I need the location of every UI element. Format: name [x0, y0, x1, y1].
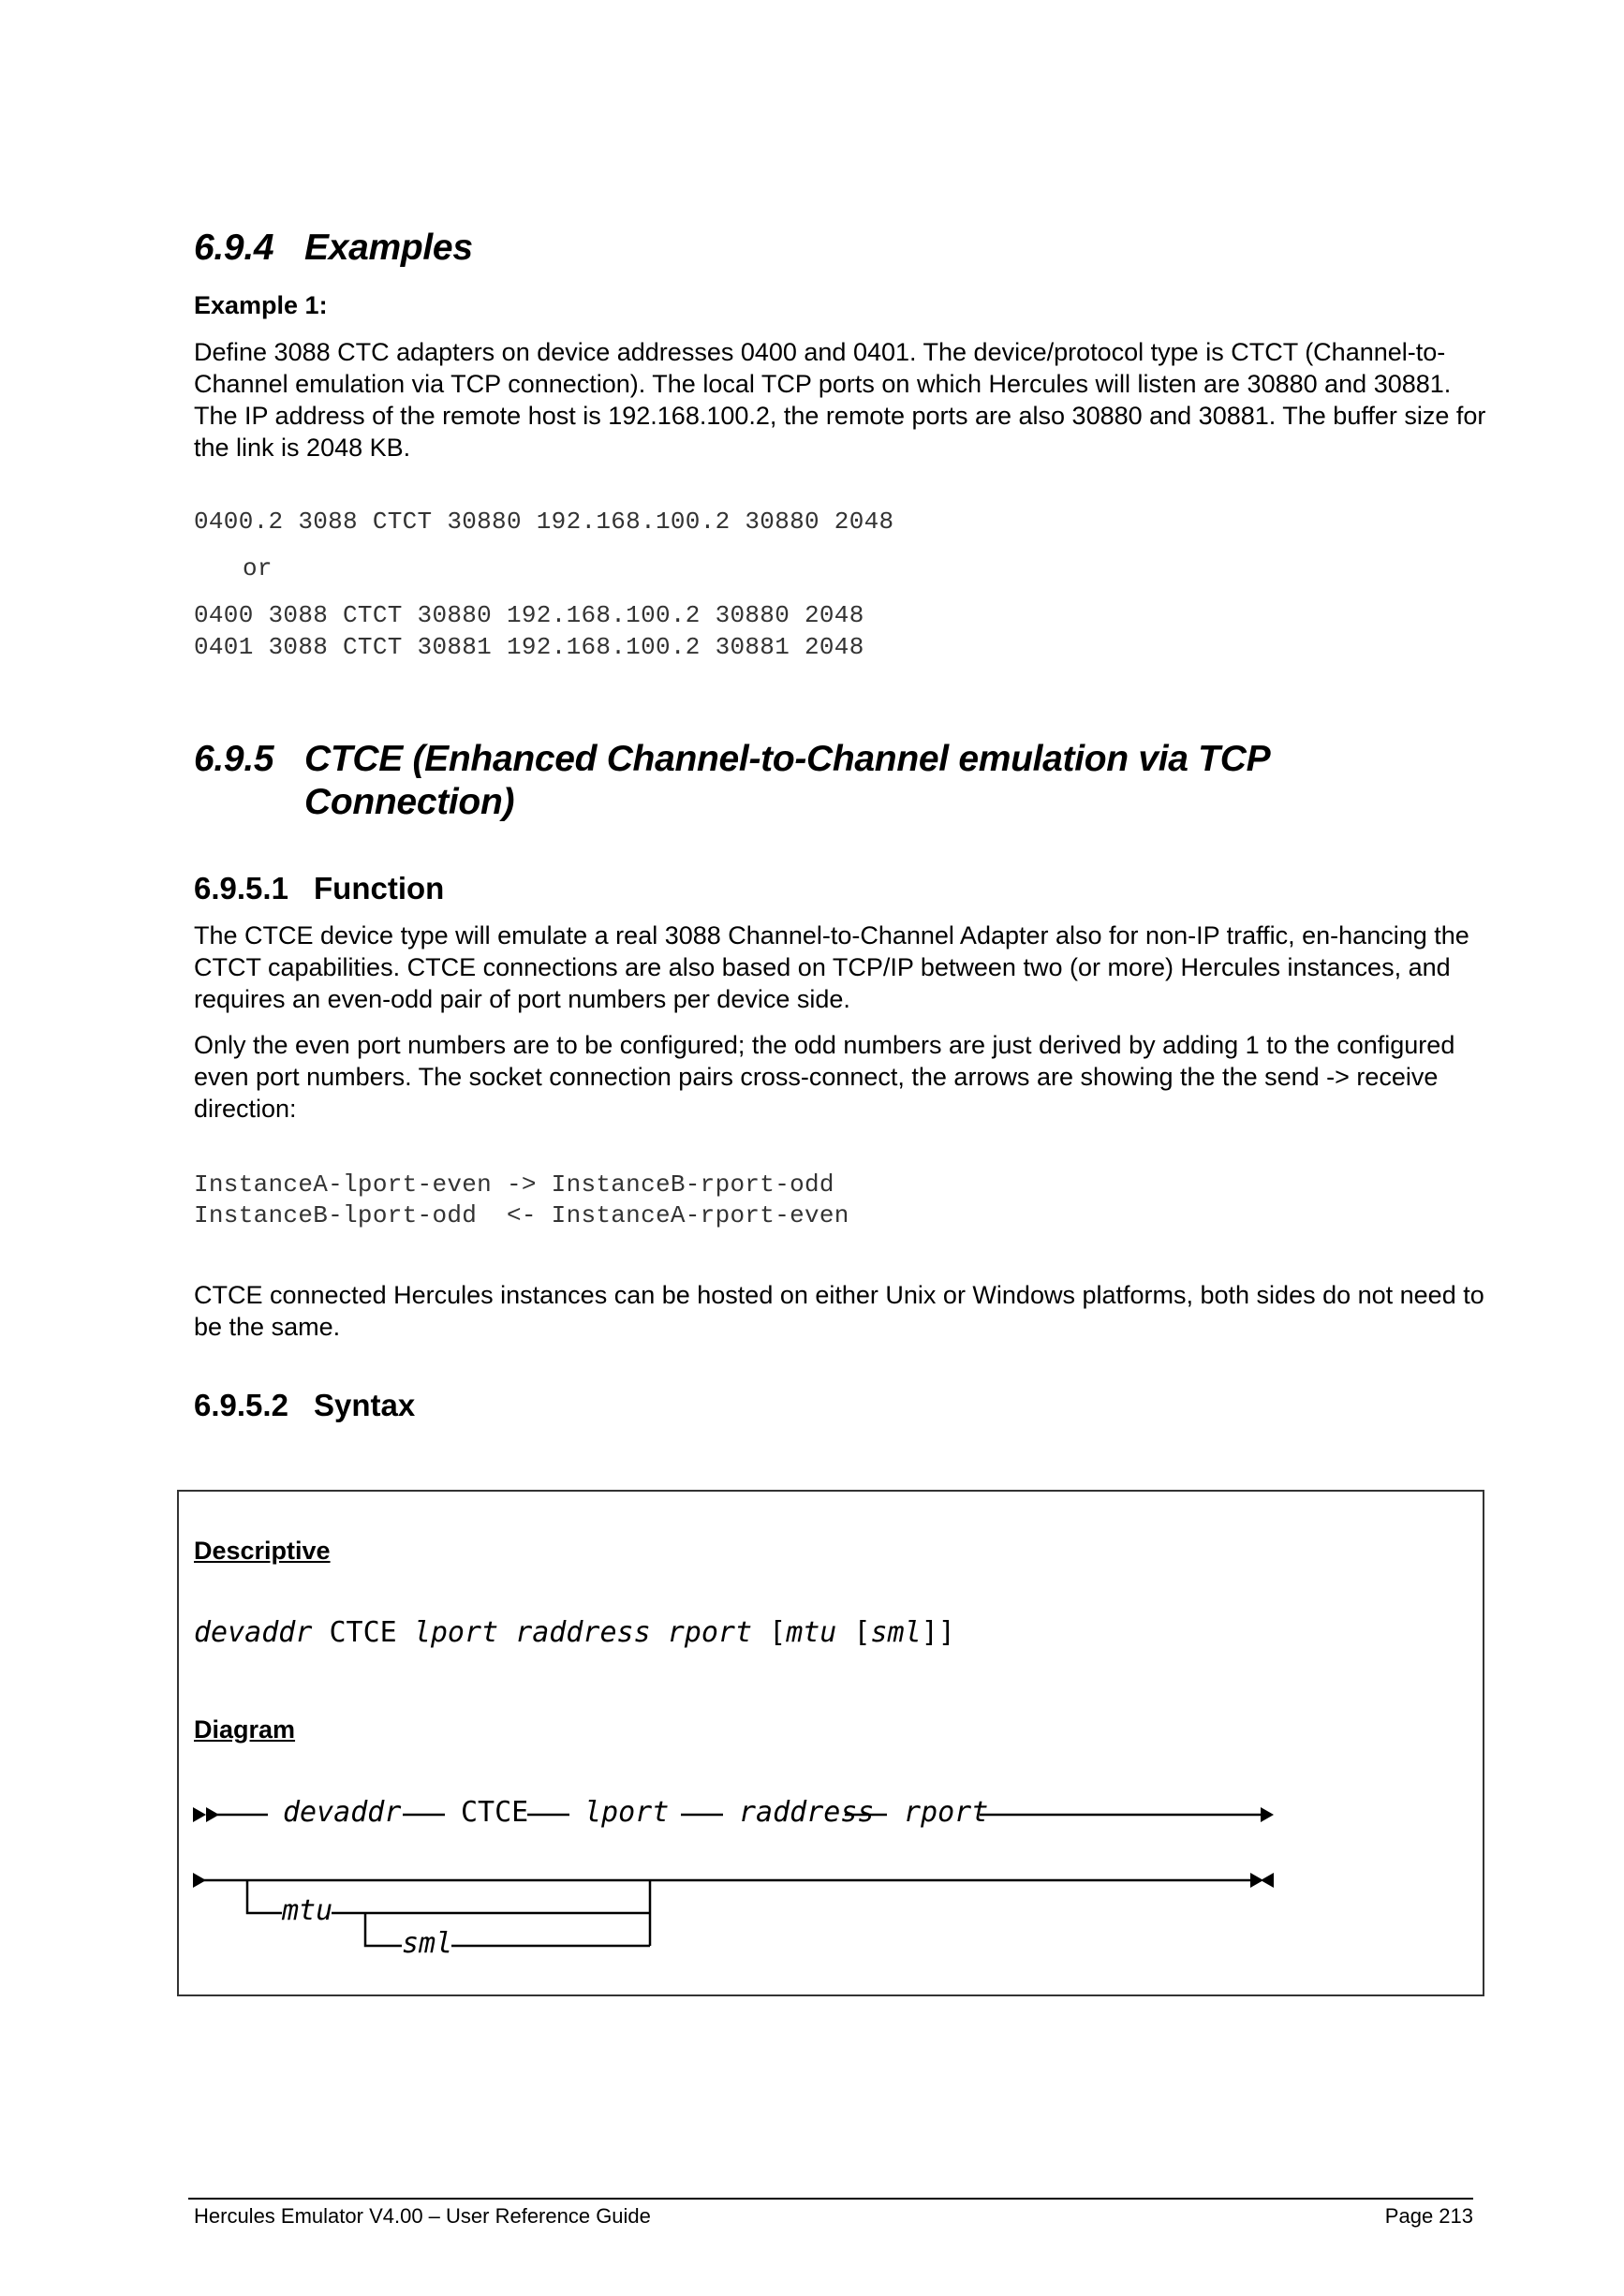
footer-title: Hercules Emulator V4.00 – User Reference Guide — [194, 2204, 651, 2228]
end-arrow-icon — [1261, 1873, 1274, 1888]
heading-6-9-5-2 — [194, 1388, 415, 1423]
heading-number: 6.9.5 — [194, 739, 274, 779]
function-paragraph-1: The CTCE device type will emulate a real 3088 Channel-to-Channel Adapter also for non-IP traffic, en-hancing the CTCT capabilities. CTCE connections are also based on TCP/IP between two (or more) Hercules instances, and requires an even-odd pair of port numbers per device side. — [194, 921, 1469, 1013]
diagram-ctce: CTCE — [461, 1796, 529, 1829]
diagram-lport: lport — [584, 1796, 670, 1829]
function-paragraph-2: Only the even port numbers are to be configured; the odd numbers are just derived by adding 1 to the configured even port numbers. The socket connection pairs cross-connect, the arrows are showing the the send -> receive direction: — [194, 1031, 1455, 1123]
heading-number: 6.9.5.2 — [194, 1388, 288, 1422]
function-paragraph-3: CTCE connected Hercules instances can be hosted on either Unix or Windows platforms, both sides do not need to be the same. — [194, 1281, 1484, 1341]
diagram-raddress: raddress — [739, 1796, 875, 1829]
continue-arrow-icon — [193, 1873, 206, 1888]
heading-title: Examples — [304, 228, 473, 268]
heading-title: Function — [314, 871, 445, 905]
heading-number: 6.9.4 — [194, 228, 274, 268]
start-arrow-icon — [193, 1807, 206, 1822]
mtu-branch-in — [247, 1880, 282, 1913]
example-paragraph: Define 3088 CTC adapters on device addresses 0400 and 0401. The device/protocol type is CTCT (Channel-to-Channel emulation via TCP connection). The local TCP ports on which Hercules will listen are 30880 and 30881. The IP address of the remote host is 192.168.100.2, the remote ports are also 30880 and 30881. The buffer size for the link is 2048 KB. — [194, 338, 1486, 462]
heading-6-9-5-1 — [194, 871, 444, 906]
keyword-ctce: CTCE — [329, 1616, 397, 1649]
param-lport: lport — [413, 1616, 499, 1649]
heading-6-9-5 — [194, 738, 1270, 824]
descriptive-syntax — [194, 1616, 955, 1649]
code-line: 0400 3088 CTCT 30880 192.168.100.2 30880 2048 — [194, 601, 864, 629]
param-devaddr: devaddr — [194, 1616, 313, 1649]
code-line: 0401 3088 CTCT 30881 192.168.100.2 30881 2048 — [194, 633, 864, 661]
sml-branch-in — [365, 1913, 402, 1946]
bracket-open: [ — [853, 1616, 871, 1649]
code-line: 0400.2 3088 CTCT 30880 192.168.100.2 30880 2048 — [194, 508, 894, 536]
code-or: or — [243, 554, 273, 582]
descriptive-label: Descriptive — [194, 1537, 331, 1565]
heading-number: 6.9.5.1 — [194, 871, 288, 905]
heading-title-line-1: CTCE (Enhanced Channel-to-Channel emulation via TCP — [304, 739, 1271, 779]
bracket-open: [ — [769, 1616, 787, 1649]
param-sml: sml — [870, 1616, 922, 1649]
footer-page-number: Page 213 — [1384, 2204, 1473, 2228]
diagram-label: Diagram — [194, 1715, 296, 1744]
bracket-close: ]] — [921, 1616, 955, 1649]
diagram-mtu: mtu — [282, 1894, 333, 1927]
footer-rule — [188, 2198, 1473, 2200]
diagram-sml: sml — [402, 1927, 453, 1960]
code-line: InstanceB-lport-odd <- InstanceA-rport-even — [194, 1201, 849, 1229]
code-line: InstanceA-lport-even -> InstanceB-rport-odd — [194, 1170, 834, 1199]
diagram-devaddr: devaddr — [283, 1796, 402, 1829]
heading-title: Syntax — [314, 1388, 416, 1422]
param-rport: rport — [667, 1616, 753, 1649]
continue-arrow-icon — [1261, 1807, 1274, 1822]
heading-title-line-2: Connection) — [304, 782, 515, 822]
param-mtu: mtu — [786, 1616, 837, 1649]
start-arrow-icon — [206, 1807, 219, 1822]
diagram-rport: rport — [904, 1796, 989, 1829]
param-raddress: raddress — [515, 1616, 651, 1649]
heading-6-9-4 — [194, 228, 473, 269]
example-label: Example 1: — [194, 291, 328, 319]
